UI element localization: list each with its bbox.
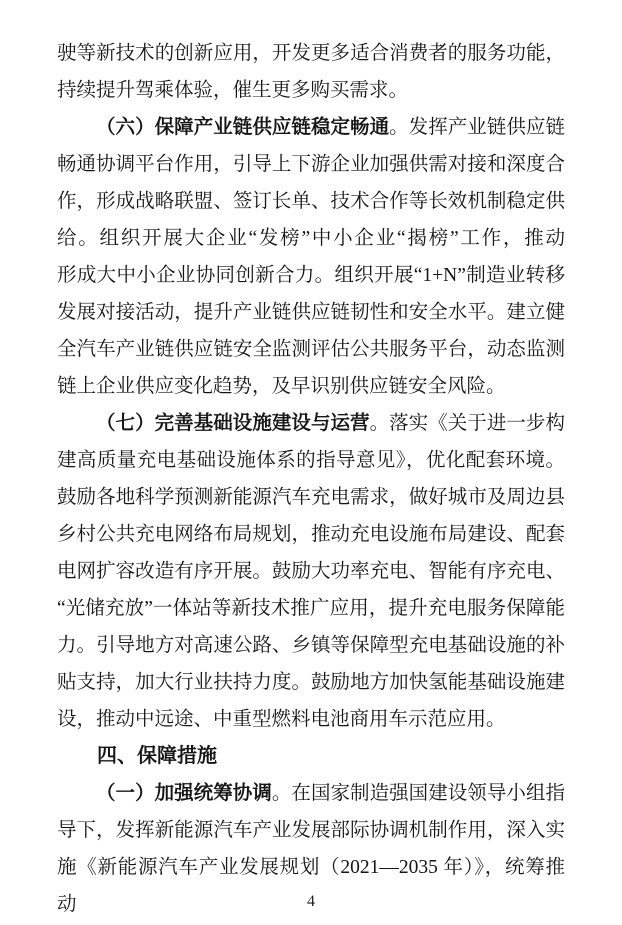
text-run: 给。组织开展大企业“发榜”中小企业“揭榜”工作，推动 (57, 228, 565, 249)
text-run: 鼓励各地科学预测新能源汽车充电需求，做好城市及周边县 (57, 487, 565, 508)
body-line (57, 183, 565, 220)
body-line (57, 220, 565, 257)
text-run: 全汽车产业链供应链安全监测评估公共服务平台，动态监测 (57, 339, 565, 360)
body-line (57, 812, 565, 849)
text-block (57, 35, 565, 915)
section-heading-line (57, 738, 565, 775)
text-run: “光储充放”一体站等新技术推广应用，提升充电服务保障能 (57, 598, 565, 619)
body-line (57, 849, 565, 915)
bold-run: （七）完善基础设施建设与运营 (96, 413, 370, 434)
paragraph-lead-line (57, 405, 565, 442)
paragraph-lead-line (57, 109, 565, 146)
body-line (57, 553, 565, 590)
body-line (57, 590, 565, 627)
text-run: 电网扩容改造有序开展。鼓励大功率充电、智能有序充电、 (57, 561, 565, 582)
text-run: 施《新能源汽车产业发展规划（2021—2035 年）》，统筹推动 (57, 857, 565, 915)
body-line (57, 257, 565, 294)
text-run: 四、保障措施 (97, 745, 217, 767)
body-line (57, 479, 565, 516)
body-line (57, 627, 565, 664)
body-line (57, 368, 565, 405)
text-run: 贴支持，加大行业扶持力度。鼓励地方加快氢能基础设施建 (57, 672, 565, 693)
body-line (57, 442, 565, 479)
text-run: 建高质量充电基础设施体系的指导意见》，优化配套环境。 (57, 450, 565, 471)
text-run: 持续提升驾乘体验，催生更多购买需求。 (57, 80, 409, 101)
page-number: 4 (307, 893, 315, 910)
body-line (57, 146, 565, 183)
text-run: 力。引导地方对高速公路、乡镇等保障型充电基础设施的补 (57, 635, 565, 656)
text-run: 导下，发挥新能源汽车产业发展部际协调机制作用，深入实 (57, 820, 565, 841)
text-run: 设，推动中远途、中重型燃料电池商用车示范应用。 (57, 709, 506, 730)
body-line (57, 516, 565, 553)
body-line (57, 331, 565, 368)
body-line (57, 294, 565, 331)
text-run: 。落实《关于进一步构 (369, 413, 565, 434)
bold-run: （六）保障产业链供应链稳定畅通 (96, 117, 390, 138)
text-run: 畅通协调平台作用，引导上下游企业加强供需对接和深度合 (57, 154, 565, 175)
paragraph-lead-line (57, 775, 565, 812)
text-run: 作，形成战略联盟、签订长单、技术合作等长效机制稳定供 (57, 191, 565, 212)
body-line (57, 664, 565, 701)
body-line (57, 35, 565, 72)
text-run: 乡村公共充电网络布局规划，推动充电设施布局建设、配套 (57, 524, 565, 545)
text-run: 发展对接活动，提升产业链供应链韧性和安全水平。建立健 (57, 302, 565, 323)
bold-run: （一）加强统筹协调 (96, 783, 272, 804)
body-line (57, 701, 565, 738)
body-line (57, 72, 565, 109)
text-run: 驶等新技术的创新应用，开发更多适合消费者的服务功能， (57, 43, 565, 64)
text-run: 。发挥产业链供应链 (389, 117, 565, 138)
text-run: 形成大中小企业协同创新合力。组织开展“1+N”制造业转移 (57, 265, 565, 286)
text-run: 。在国家制造强国建设领导小组指 (271, 783, 565, 804)
text-run: 链上企业供应变化趋势，及早识别供应链安全风险。 (57, 376, 506, 397)
